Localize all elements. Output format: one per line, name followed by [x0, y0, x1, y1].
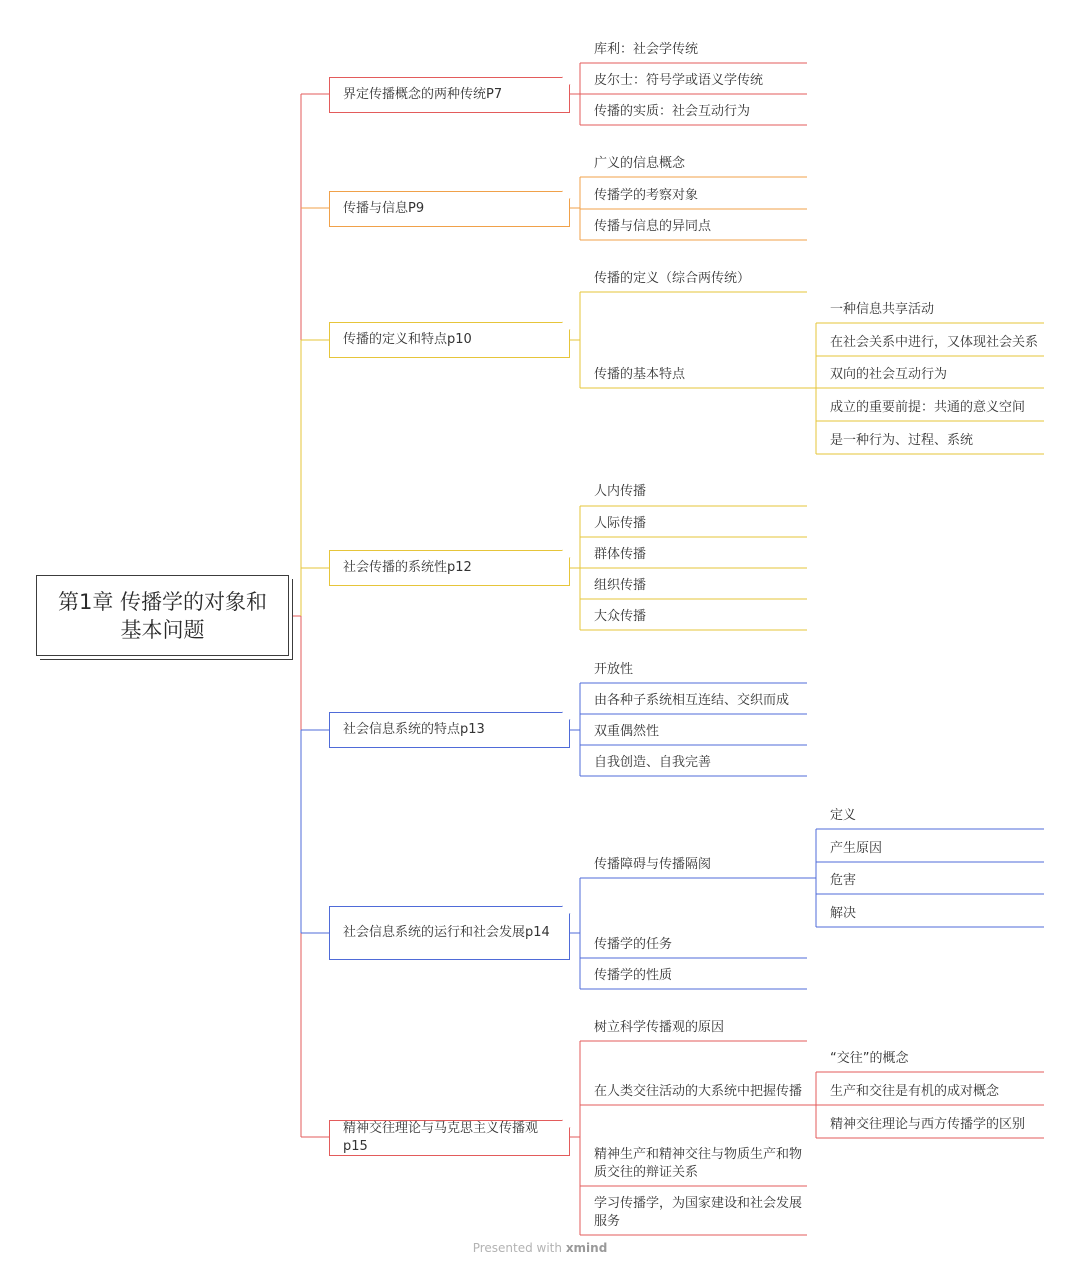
footer-prefix: Presented with	[472, 1241, 562, 1255]
branch-definition-traditions[interactable]	[329, 77, 570, 113]
leaf-serve-nation[interactable]: 学习传播学，为国家建设和社会发展服务	[594, 1196, 803, 1229]
leaf-barrier-causes[interactable]: 产生原因	[830, 841, 883, 856]
branch-communication-information[interactable]	[329, 191, 570, 227]
branch-label: 精神交往理论与马克思主义传播观p15	[343, 1121, 539, 1154]
leaf-barriers[interactable]: 传播障碍与传播隔阂	[594, 857, 712, 872]
leaf-similarities-differences[interactable]: 传播与信息的异同点	[594, 219, 712, 234]
branch-label: 社会信息系统的运行和社会发展p14	[343, 925, 550, 940]
leaf-shared-meaning[interactable]: 成立的重要前提：共通的意义空间	[830, 400, 1026, 415]
root-topic[interactable]	[36, 575, 289, 656]
leaf-self-creation[interactable]: 自我创造、自我完善	[594, 755, 712, 770]
leaf-tasks[interactable]: 传播学的任务	[594, 937, 673, 952]
leaf-barrier-definition[interactable]: 定义	[830, 808, 857, 823]
leaf-essence[interactable]: 传播的实质：社会互动行为	[594, 104, 751, 119]
leaf-interpersonal[interactable]: 人际传播	[594, 516, 647, 531]
leaf-basic-features[interactable]: 传播的基本特点	[594, 367, 686, 382]
leaf-subsystems[interactable]: 由各种子系统相互连结、交织而成	[594, 693, 790, 708]
leaf-western-difference[interactable]: 精神交往理论与西方传播学的区别	[830, 1117, 1026, 1132]
branch-system-operation-development[interactable]	[329, 906, 570, 960]
leaf-info-sharing[interactable]: 一种信息共享活动	[830, 302, 935, 317]
leaf-nature[interactable]: 传播学的性质	[594, 968, 673, 983]
leaf-behavior-process-system[interactable]: 是一种行为、过程、系统	[830, 433, 974, 448]
leaf-barrier-solution[interactable]: 解决	[830, 906, 857, 921]
branch-label: 界定传播概念的两种传统P7	[343, 87, 503, 102]
footer-brand: xmind	[565, 1241, 608, 1255]
leaf-grasp-communication[interactable]: 在人类交往活动的大系统中把握传播	[594, 1084, 803, 1099]
leaf-interaction-concept[interactable]: “交往”的概念	[830, 1051, 909, 1066]
leaf-mass[interactable]: 大众传播	[594, 609, 647, 624]
leaf-two-way[interactable]: 双向的社会互动行为	[830, 367, 948, 382]
leaf-broad-information[interactable]: 广义的信息概念	[594, 156, 686, 171]
branch-definition-features[interactable]	[329, 322, 570, 358]
branch-social-communication-system[interactable]	[329, 550, 570, 586]
branch-label: 社会传播的系统性p12	[343, 560, 472, 575]
branch-spiritual-communication-theory[interactable]	[329, 1120, 570, 1156]
leaf-organizational[interactable]: 组织传播	[594, 578, 647, 593]
branch-label: 传播与信息P9	[343, 201, 425, 216]
leaf-research-object[interactable]: 传播学的考察对象	[594, 188, 699, 203]
leaf-openness[interactable]: 开放性	[594, 662, 634, 677]
leaf-cooley[interactable]: 库利：社会学传统	[594, 42, 699, 57]
branch-label: 社会信息系统的特点p13	[343, 722, 485, 737]
leaf-group[interactable]: 群体传播	[594, 547, 647, 562]
leaf-intrapersonal[interactable]: 人内传播	[594, 484, 647, 499]
leaf-social-relations[interactable]: 在社会关系中进行，又体现社会关系	[830, 335, 1039, 350]
leaf-scientific-view[interactable]: 树立科学传播观的原因	[594, 1020, 725, 1035]
leaf-definition[interactable]: 传播的定义（综合两传统）	[594, 271, 751, 286]
leaf-peirce[interactable]: 皮尔士：符号学或语义学传统	[594, 73, 764, 88]
leaf-barrier-harm[interactable]: 危害	[830, 873, 857, 888]
root-topic-label: 第1章 传播学的对象和基本问题	[57, 589, 268, 642]
leaf-double-contingency[interactable]: 双重偶然性	[594, 724, 660, 739]
leaf-dialectical-relation[interactable]: 精神生产和精神交往与物质生产和物质交往的辩证关系	[594, 1147, 803, 1180]
footer-watermark	[0, 1241, 1080, 1255]
branch-label: 传播的定义和特点p10	[343, 332, 472, 347]
branch-information-system-features[interactable]	[329, 712, 570, 748]
leaf-production-interaction[interactable]: 生产和交往是有机的成对概念	[830, 1084, 1000, 1099]
